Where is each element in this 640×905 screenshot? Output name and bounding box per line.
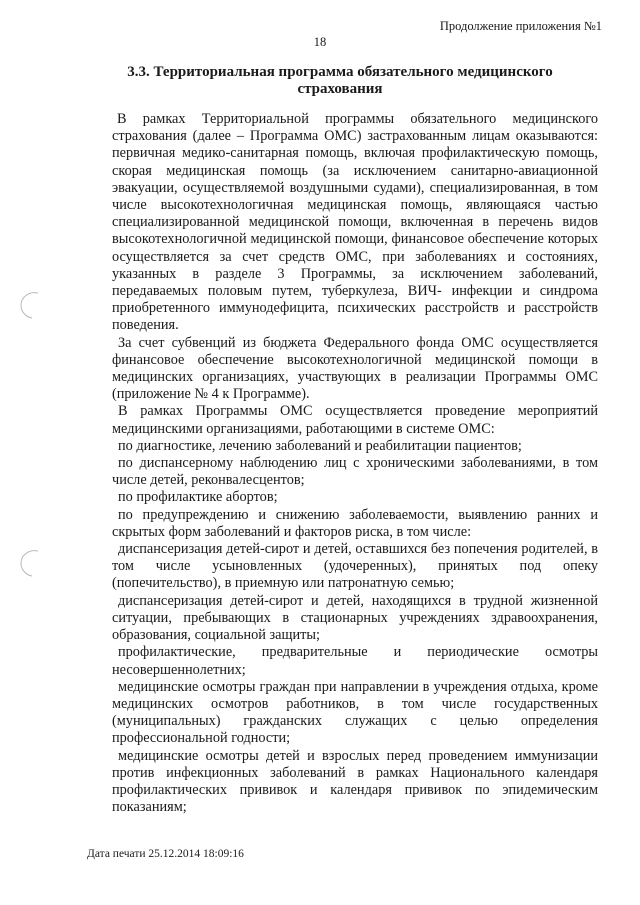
appendix-continuation-note: Продолжение приложения №1 [439,19,602,33]
list-item-abortion-prevention: по профилактике абортов; [118,489,278,506]
list-item-minor-checkups: профилактические, предварительные и периодические осмотры несовершеннолетних; [112,644,598,678]
print-date: Дата печати 25.12.2014 18:09:16 [87,848,244,860]
list-item-orphan-dispensarization: диспансеризация детей-сирот и детей, оставшихся без попечения родителей, в том числе усыновленных (удочеренных), принятых под опеку (попечительство), в приемную или патронатную семью; [112,541,598,592]
list-item-disease-prevention: по предупреждению и снижению заболеваемости, выявлению ранних и скрытых форм заболеваний и факторов риска, в том числе: [112,506,598,540]
section-title: 3.3. Территориальная программа обязательного медицинского страхования [127,64,553,97]
list-item-recreation-checkups: медицинские осмотры граждан при направлении в учреждения отдыха, кроме медицинских осмотров работников, в том числе государственных (муниципальных) гражданских служащих с целью определения профессиональной годности; [112,678,598,747]
document-body [112,111,598,816]
list-item-immunization-checkups: медицинские осмотры детей и взрослых перед проведением иммунизации против инфекционных заболеваний в рамках Национального календаря профилактических прививок и календаря прививок по эпидемическим показаниям; [112,747,598,816]
paragraph-program-scope: В рамках Территориальной программы обязательного медицинского страхования (далее – Программа ОМС) застрахованным лицам оказываются: первичная медико-санитарная помощь, включая профилактическую помощь, скорая медицинская помощь (за исключением санитарно-авиационной эвакуации, осуществляемой воздушными судами), специализированная, в том числе высокотехнологичная медицинская помощь, являющаяся частью специализированной медицинской помощи, включенная в перечень видов высокотехнологичной медицинской помощи, финансовое обеспечение которых осуществляется за счет средств ОМС, при заболеваниях и состояниях, указанных в разделе 3 Программы, за исключением заболеваний, передаваемых половым путем, туберкулеза, ВИЧ- инфекции и синдрома приобретенного иммунодефицита, психических расстройств и расстройств поведения. [112,111,598,334]
paragraph-federal-subventions: За счет субвенций из бюджета Федерального фонда ОМС осуществляется финансовое обеспечение высокотехнологичной медицинской помощи в медицинских организациях, участвующих в реализации Программы ОМС (приложение № 4 к Программе). [112,334,598,403]
list-item-difficult-situation-dispensarization: диспансеризация детей-сирот и детей, находящихся в трудной жизненной ситуации, пребывающих в стационарных учреждениях здравоохранения, образования, социальной защиты; [112,592,598,644]
punch-hole-mark-upper [18,290,40,320]
list-item-dispensary-observation: по диспансерному наблюдению лиц с хроническими заболеваниями, в том числе детей, реконвалесцентов; [112,455,598,489]
paragraph-activities-intro: В рамках Программы ОМС осуществляется проведение мероприятий медицинскими организациями, работающими в системе ОМС: [112,403,598,437]
list-item-diagnostics: по диагностике, лечению заболеваний и реабилитации пациентов; [118,437,522,454]
page-number: 18 [313,35,327,49]
punch-hole-mark-lower [18,548,40,578]
